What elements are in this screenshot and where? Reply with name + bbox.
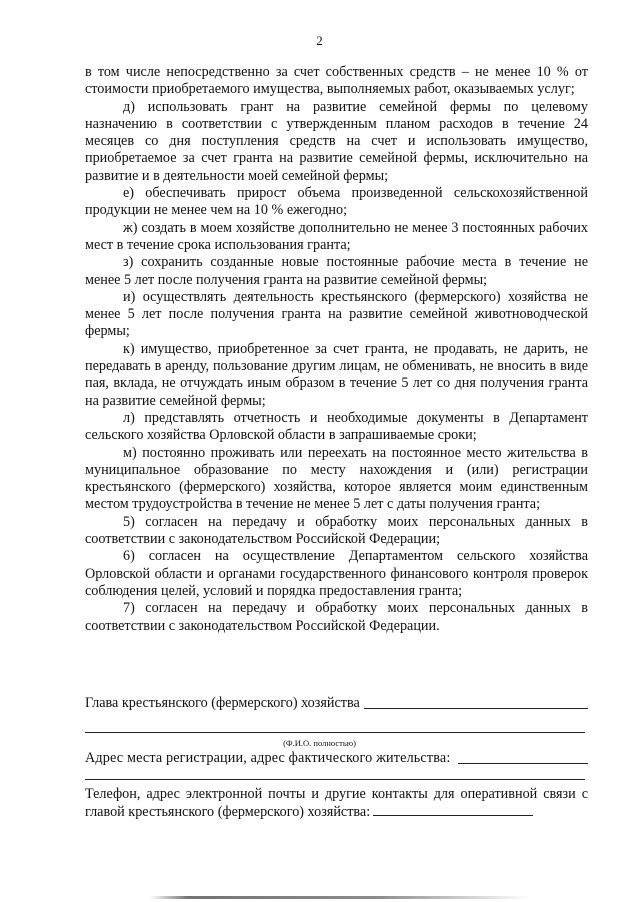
head-signature-label: Глава крестьянского (фермерского) хозяйства: [85, 695, 360, 711]
contacts-blank[interactable]: [373, 803, 533, 816]
scan-edge-mark: [150, 896, 530, 899]
contacts-row: [85, 786, 588, 821]
head-name-blank[interactable]: [364, 694, 588, 709]
paragraph-item-zh: ж) создать в моем хозяйстве дополнительно не менее 3 постоянных рабочих мест в течение срока использования гранта;: [85, 219, 588, 253]
paragraph-item-z: з) сохранить созданные новые постоянные рабочие места в течение не менее 5 лет после получения гранта на развитие семейной фермы;: [85, 254, 588, 288]
document-body: [85, 64, 588, 635]
paragraph-item-l: л) представлять отчетность и необходимые документы в Департамент сельского хозяйства Орловской области в запрашиваемые сроки;: [85, 409, 588, 444]
address-label: Адрес места регистрации, адрес фактического жительства:: [85, 750, 451, 766]
full-name-caption: (Ф.И.О. полностью): [283, 738, 356, 748]
paragraph-item-5: 5) согласен на передачу и обработку моих персональных данных в соответствии с законодательством Российской Федерации;: [85, 513, 588, 548]
paragraph-item-e: е) обеспечивать прирост объема произведенной сельскохозяйственной продукции не менее чем на 10 % ежегодно;: [85, 185, 588, 219]
page-number: 2: [316, 33, 323, 48]
paragraph-item-m: м) постоянно проживать или переехать на постоянное место жительства в муниципальное образование по месту нахождения и (или) регистрации крестьянского (фермерского) хозяйства, которое является моим единственным местом трудоустройства в течение не менее 5 лет с даты получения гранта;: [85, 444, 588, 513]
address-row: [85, 749, 588, 767]
paragraph-item-d: д) использовать грант на развитие семейной фермы по целевому назначению в соответствии с утвержденным планом расходов в течение 24 месяцев со дня поступления средств на счет и использовать имущество, приобретаемое за счет гранта на развитие семейной фермы, исключительно на развитие и в деятельности моей семейной фермы;: [85, 98, 588, 184]
paragraph-item-i: и) осуществлять деятельность крестьянского (фермерского) хозяйства не менее 5 лет после получения гранта на развитие семейной животноводческой фермы;: [85, 288, 588, 340]
address-blank[interactable]: [458, 749, 588, 764]
name-full-line[interactable]: [85, 732, 585, 733]
contacts-label: Телефон, адрес электронной почты и другие контакты для оперативной связи с главой крестьянского (фермерского) хозяйства:: [85, 786, 588, 820]
paragraph-item-7: 7) согласен на передачу и обработку моих персональных данных в соответствии с законодательством Российской Федерации.: [85, 600, 588, 634]
paragraph-continuation: в том числе непосредственно за счет собственных средств – не менее 10 % от стоимости приобретаемого имущества, выполняемых работ, оказываемых услуг;: [85, 64, 588, 98]
head-signature-row: [85, 694, 588, 712]
paragraph-item-6: 6) согласен на осуществление Департаментом сельского хозяйства Орловской области и органами государственного финансового контроля проверок соблюдения целей, условий и порядка предоставления гранта;: [85, 548, 588, 599]
paragraph-item-k: к) имущество, приобретенное за счет гранта, не продавать, не дарить, не передавать в аренду, пользование другим лицам, не обменивать, не вносить в виде пая, вклада, не отчуждать иным образом в течение 5 лет со дня получения гранта на развитие семейной фермы;: [85, 340, 588, 409]
address-full-line[interactable]: [85, 779, 585, 780]
